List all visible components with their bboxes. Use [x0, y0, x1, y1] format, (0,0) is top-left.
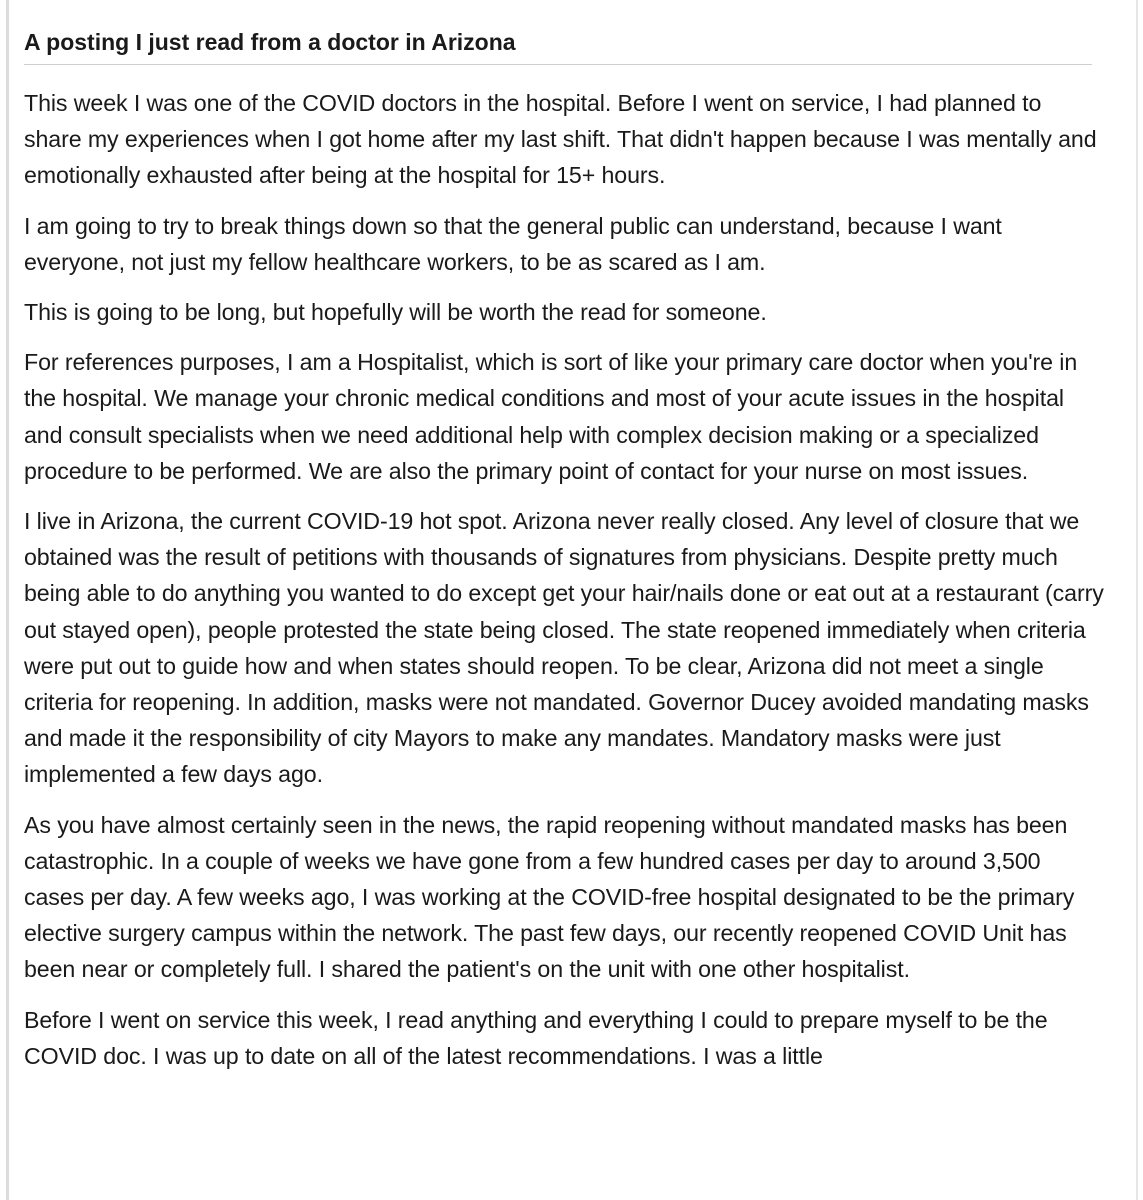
post-article: [24, 26, 1104, 1088]
post-paragraph: I live in Arizona, the current COVID-19 hot spot. Arizona never really closed. Any level of closure that we obtained was the result of petitions with thousands of signatures from physicians. Despite pretty much being able to do anything you wanted to do except get your hair/nails done or eat out at a restaurant (carry out stayed open), people protested the state being closed. The state reopened immediately when criteria were put out to guide how and when states should reopen. To be clear, Arizona did not meet a single criteria for reopening. In addition, masks were not mandated. Governor Ducey avoided mandating masks and made it the responsibility of city Mayors to make any mandates. Mandatory masks were just implemented a few days ago.: [24, 508, 1104, 788]
post-paragraph: I am going to try to break things down so that the general public can understand, because I want everyone, not just my fellow healthcare workers, to be as scared as I am.: [24, 212, 1002, 275]
post-paragraph: Before I went on service this week, I read anything and everything I could to prepare myself to be the COVID doc. I was up to date on all of the latest recommendations. I was a little: [24, 1006, 1048, 1069]
post-title: A posting I just read from a doctor in Arizona: [24, 26, 1092, 65]
left-border-rule: [6, 0, 9, 1200]
post-body: [24, 85, 1104, 1074]
post-paragraph: This week I was one of the COVID doctors in the hospital. Before I went on service, I had planned to share my experiences when I got home after my last shift. That didn't happen because I was mentally and emotionally exhausted after being at the hospital for 15+ hours.: [24, 90, 1097, 189]
post-paragraph: As you have almost certainly seen in the news, the rapid reopening without mandated masks has been catastrophic. In a couple of weeks we have gone from a few hundred cases per day to around 3,500 cases per day. A few weeks ago, I was working at the COVID-free hospital designated to be the primary elective surgery campus within the network. The past few days, our recently reopened COVID Unit has been near or completely full. I shared the patient's on the unit with one other hospitalist.: [24, 811, 1075, 983]
post-paragraph: This is going to be long, but hopefully will be worth the read for someone.: [24, 299, 767, 326]
right-border-rule: [1136, 0, 1138, 1200]
post-paragraph: For references purposes, I am a Hospitalist, which is sort of like your primary care doctor when you're in the hospital. We manage your chronic medical conditions and most of your acute issues in the hospital and consult specialists when we need additional help with complex decision making or a specialized procedure to be performed. We are also the primary point of contact for your nurse on most issues.: [24, 349, 1078, 484]
